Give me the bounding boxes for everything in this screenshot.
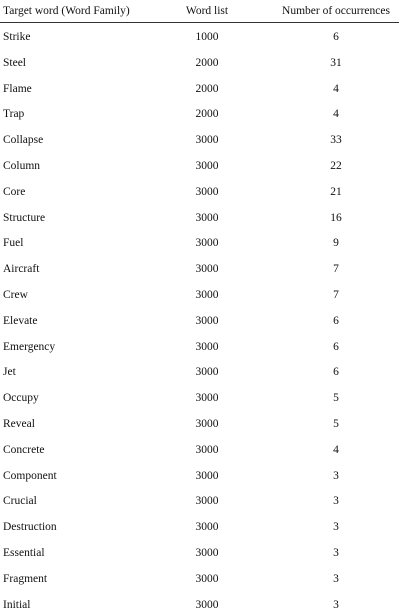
cell-occurrences-text: 3 (333, 521, 339, 534)
table-row (0, 255, 399, 281)
cell-target-word: Essential (3, 546, 45, 559)
cell-occurrences-text: 3 (333, 495, 339, 508)
table-row (0, 513, 399, 539)
cell-target-word: Collapse (3, 134, 44, 147)
table-row (0, 281, 399, 307)
cell-occurrences-text: 5 (333, 417, 339, 430)
cell-occurrences-text: 3 (333, 572, 339, 585)
table-row (0, 358, 399, 384)
cell-target-word: Jet (3, 366, 16, 379)
table-row (0, 178, 399, 204)
cell-occurrences-text: 6 (333, 366, 339, 379)
cell-target-word: Core (3, 185, 26, 198)
cell-target-word: Flame (3, 82, 32, 95)
cell-target-word: Structure (3, 211, 46, 224)
cell-word-list-text: 2000 (195, 108, 219, 121)
cell-target-word: Emergency (3, 340, 56, 353)
cell-word-list-text: 2000 (195, 56, 219, 69)
cell-word-list-text: 3000 (195, 134, 219, 147)
cell-occurrences-text: 3 (333, 469, 339, 482)
header-occurrences-text: Number of occurrences (282, 5, 390, 17)
cell-word-list-text: 3000 (195, 469, 219, 482)
cell-word-list-text: 3000 (195, 237, 219, 250)
cell-target-word: Column (3, 159, 41, 172)
table-row (0, 333, 399, 359)
cell-word-list-text: 3000 (195, 392, 219, 405)
cell-word-list-text: 3000 (195, 572, 219, 585)
table-row (0, 75, 399, 101)
cell-occurrences-text: 3 (333, 546, 339, 559)
table-row (0, 152, 399, 178)
cell-word-list-text: 3000 (195, 340, 219, 353)
cell-word-list-text: 2000 (195, 82, 219, 95)
cell-target-word: Trap (3, 108, 25, 121)
cell-word-list-text: 3000 (195, 211, 219, 224)
table-row (0, 229, 399, 255)
cell-target-word: Elevate (3, 314, 38, 327)
cell-target-word: Initial (3, 598, 31, 611)
cell-occurrences-text: 6 (333, 314, 339, 327)
cell-word-list-text: 3000 (195, 598, 219, 611)
table-row (0, 126, 399, 152)
cell-word-list-text: 3000 (195, 521, 219, 534)
cell-target-word: Occupy (3, 392, 39, 405)
cell-occurrences-text: 9 (333, 237, 339, 250)
cell-word-list-text: 3000 (195, 546, 219, 559)
table-body (0, 23, 399, 616)
cell-word-list-text: 3000 (195, 263, 219, 276)
cell-word-list-text: 3000 (195, 314, 219, 327)
cell-word-list-text: 3000 (195, 159, 219, 172)
cell-occurrences-text: 22 (330, 159, 342, 172)
cell-target-word: Fuel (3, 237, 24, 250)
table-row (0, 410, 399, 436)
table-row (0, 100, 399, 126)
cell-occurrences-text: 7 (333, 263, 339, 276)
table-row (0, 384, 399, 410)
header-word-list-text: Word list (185, 5, 229, 17)
cell-target-word: Aircraft (3, 263, 40, 276)
table-row (0, 565, 399, 591)
cell-occurrences-text: 5 (333, 392, 339, 405)
cell-occurrences-text: 4 (333, 82, 339, 95)
cell-occurrences-text: 4 (333, 108, 339, 121)
cell-target-word: Destruction (3, 521, 57, 534)
cell-word-list-text: 3000 (195, 185, 219, 198)
cell-occurrences-text: 3 (333, 598, 339, 611)
cell-word-list-text: 3000 (195, 417, 219, 430)
cell-occurrences-text: 6 (333, 31, 339, 43)
cell-occurrences-text: 4 (333, 443, 339, 456)
cell-target-word: Component (3, 469, 57, 482)
cell-target-word: Crew (3, 288, 28, 301)
cell-target-word: Reveal (3, 417, 35, 430)
cell-occurrences-text: 33 (330, 134, 342, 147)
table-row (0, 591, 399, 616)
table-row (0, 487, 399, 513)
cell-target-word: Crucial (3, 495, 37, 508)
cell-word-list-text: 3000 (195, 366, 219, 379)
cell-word-list-text: 3000 (195, 443, 219, 456)
table-row (0, 436, 399, 462)
table-row (0, 23, 399, 49)
cell-occurrences-text: 16 (330, 211, 342, 224)
cell-word-list-text: 3000 (195, 288, 219, 301)
cell-target-word: Strike (3, 31, 31, 43)
table-header (0, 0, 399, 23)
cell-occurrences-text: 6 (333, 340, 339, 353)
cell-target-word: Fragment (3, 572, 48, 585)
cell-occurrences-text: 7 (333, 288, 339, 301)
table-row (0, 204, 399, 230)
header-target-word: Target word (Word Family) (3, 5, 130, 17)
cell-target-word: Concrete (3, 443, 45, 456)
cell-occurrences-text: 31 (330, 56, 342, 69)
cell-word-list-text: 3000 (195, 495, 219, 508)
table-row (0, 49, 399, 75)
cell-occurrences-text: 21 (330, 185, 342, 198)
cell-target-word: Steel (3, 56, 26, 69)
table-row (0, 307, 399, 333)
table-row (0, 539, 399, 565)
cell-word-list-text: 1000 (195, 31, 219, 43)
table-row (0, 462, 399, 488)
